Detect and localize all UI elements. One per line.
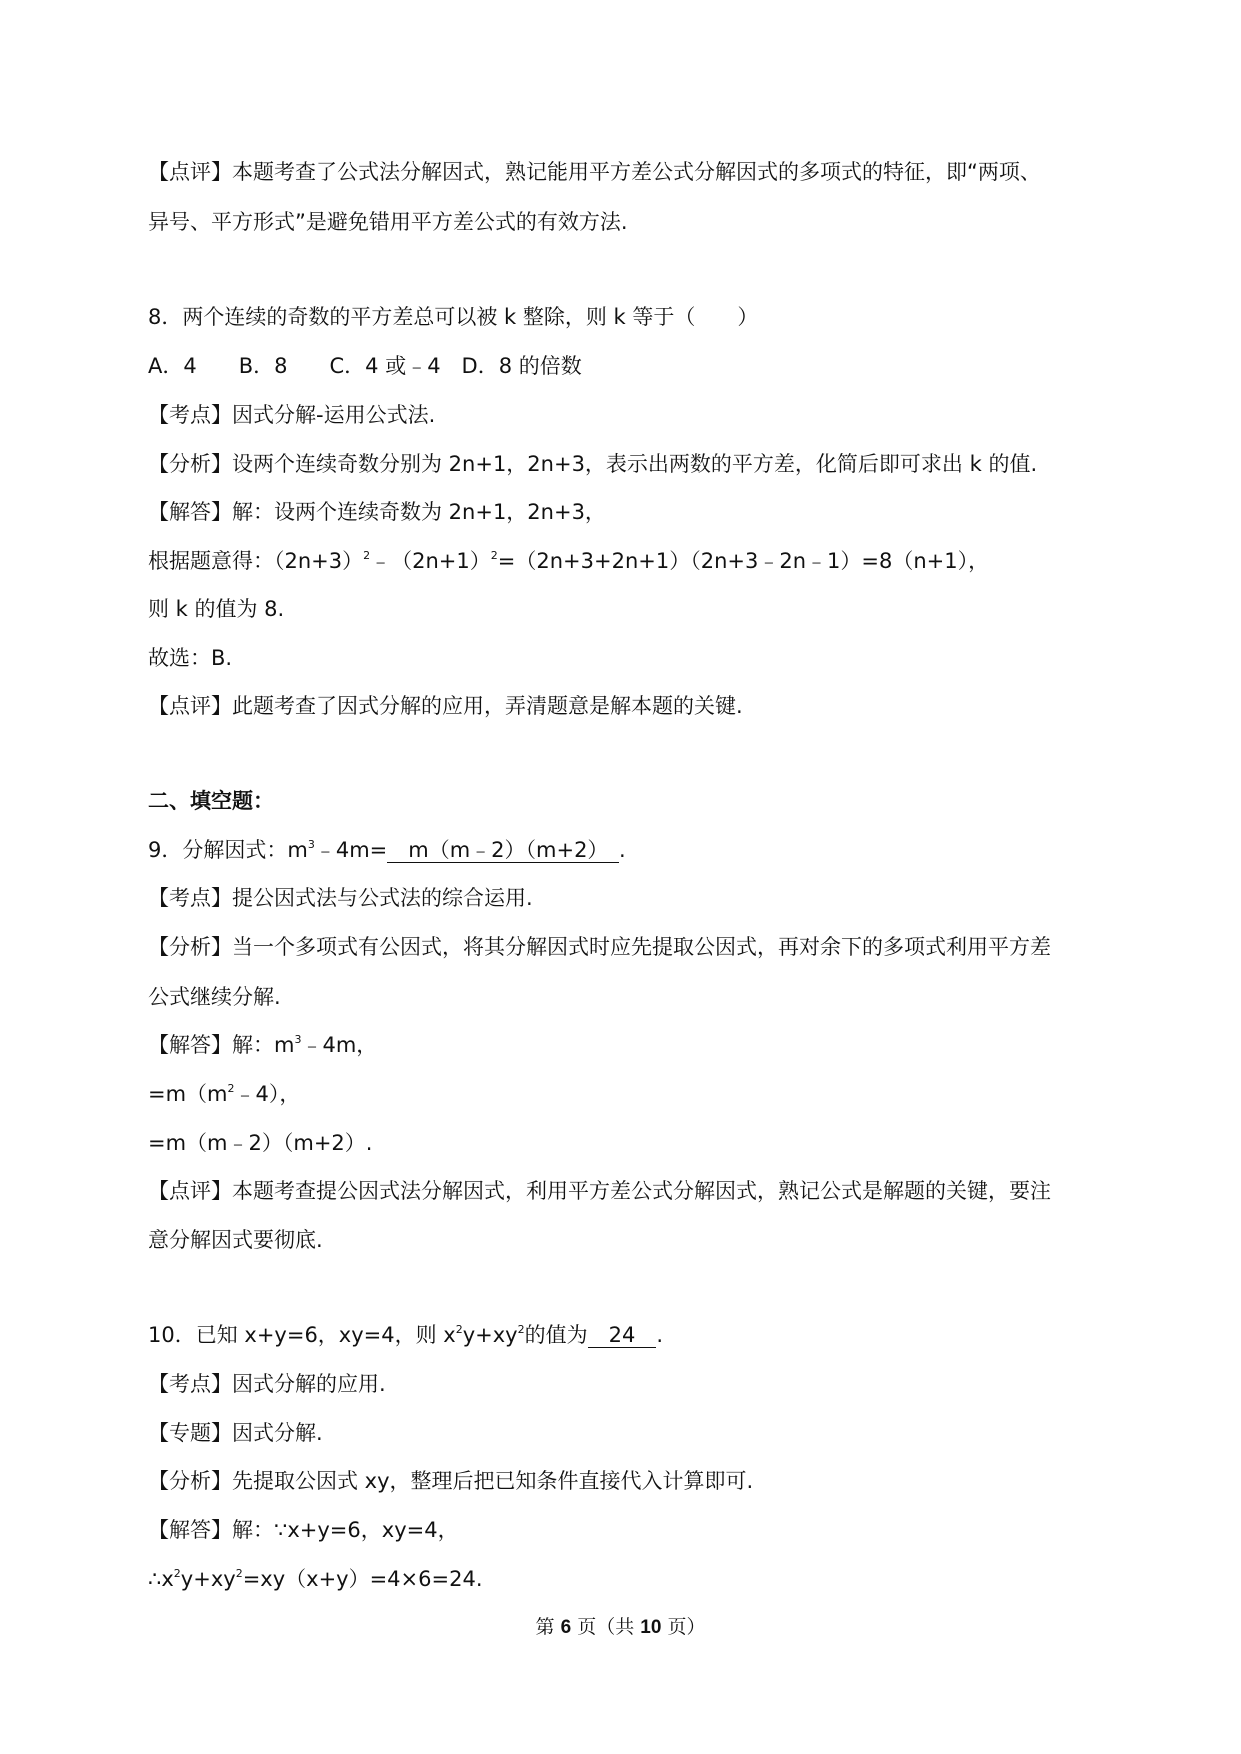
q9-question-part: ﹣4m= [314, 838, 388, 862]
q8-step1 [148, 546, 989, 576]
section-heading: 二、填空题： [148, 789, 274, 813]
q9-step1-exponent: 2 [227, 1082, 235, 1095]
q10-question-end: . [656, 1323, 664, 1347]
comment-q7-line1: 【点评】本题考查了公式法分解因式，熟记能用平方差公式分解因式的多项式的特征，即“两项、 [148, 160, 1041, 184]
q9-fenxi-line1: 【分析】当一个多项式有公因式，将其分解因式时应先提取公因式，再对余下的多项式利用平方差 [148, 935, 1051, 959]
q10-answer-blank: 24 [587, 1323, 657, 1347]
q9-fenxi-line2: 公式继续分解. [148, 985, 281, 1009]
q10-kaodian: 【考点】因式分解的应用. [148, 1372, 386, 1396]
q10-step-part: =xy（x+y）=4×6=24. [242, 1567, 483, 1591]
q9-jieda-part: 【解答】解：m [148, 1033, 295, 1057]
q10-question [148, 1320, 663, 1350]
q10-fenxi: 【分析】先提取公因式 xy，整理后把已知条件直接代入计算即可. [148, 1469, 754, 1493]
q9-question-part: 9．分解因式：m [148, 838, 308, 862]
q10-exponent: 2 [455, 1323, 463, 1336]
q8-dianping: 【点评】此题考查了因式分解的应用，弄清题意是解本题的关键. [148, 694, 743, 718]
footer-text: 页（共 [571, 1616, 641, 1638]
q10-step-exponent: 2 [173, 1567, 181, 1580]
q8-step1-exponent: 2 [490, 549, 498, 562]
q9-exponent: 3 [307, 838, 315, 851]
q8-fenxi: 【分析】设两个连续奇数分别为 2n+1，2n+3，表示出两数的平方差，化简后即可求出 k 的值. [148, 452, 1038, 476]
q8-kaodian: 【考点】因式分解-运用公式法. [148, 403, 436, 427]
q8-step3: 故选：B. [148, 646, 233, 670]
q10-step-part: y+xy [180, 1567, 236, 1591]
q10-step-part: ∴x [148, 1567, 174, 1591]
q8-jieda: 【解答】解：设两个连续奇数为 2n+1，2n+3， [148, 500, 606, 524]
footer-total-pages: 10 [640, 1617, 662, 1638]
q9-answer-blank: m（m﹣2）（m+2） [387, 838, 619, 862]
q8-step1-exponent: 2 [363, 549, 371, 562]
q9-dianping-line2: 意分解因式要彻底. [148, 1228, 323, 1252]
q9-step1-part: ﹣4）， [234, 1082, 301, 1106]
q9-step1-part: =m（m [148, 1082, 228, 1106]
q9-dianping-line1: 【点评】本题考查提公因式法分解因式，利用平方差公式分解因式，熟记公式是解题的关键，要注 [148, 1179, 1051, 1203]
q8-step1-part: ﹣（2n+1） [370, 549, 491, 573]
q8-step1-part: 根据题意得：（2n+3） [148, 549, 364, 573]
q9-step2: =m（m﹣2）（m+2）. [148, 1131, 373, 1155]
footer-text: 第 [535, 1616, 561, 1638]
q8-step2: 则 k 的值为 8. [148, 597, 285, 621]
comment-q7-line2: 异号、平方形式”是避免错用平方差公式的有效方法. [148, 210, 628, 234]
q8-question: 8．两个连续的奇数的平方差总可以被 k 整除，则 k 等于（ ） [148, 305, 759, 329]
q9-step1 [148, 1079, 300, 1109]
q9-jieda [148, 1030, 377, 1060]
q10-question-part: 10．已知 x+y=6，xy=4，则 x [148, 1323, 456, 1347]
q9-jieda-exponent: 3 [294, 1033, 302, 1046]
q9-kaodian: 【考点】提公因式法与公式法的综合运用. [148, 886, 533, 910]
q10-step [148, 1564, 483, 1594]
q8-step1-part: =（2n+3+2n+1）（2n+3﹣2n﹣1）=8（n+1）， [497, 549, 990, 573]
q10-step-exponent: 2 [235, 1567, 243, 1580]
q9-jieda-part: ﹣4m， [301, 1033, 378, 1057]
q10-zhuanti: 【专题】因式分解. [148, 1421, 323, 1445]
page-footer [0, 1612, 1241, 1639]
q9-question-end: . [618, 838, 626, 862]
q10-question-part: y+xy [462, 1323, 518, 1347]
footer-page-number: 6 [560, 1617, 572, 1638]
q10-question-part: 的值为 [524, 1323, 588, 1347]
q9-question [148, 835, 626, 865]
q10-jieda: 【解答】解：∵x+y=6，xy=4， [148, 1518, 459, 1542]
q8-options: A．4 B．8 C．4 或﹣4 D．8 的倍数 [148, 354, 582, 378]
footer-text: 页） [661, 1616, 706, 1638]
q10-exponent: 2 [517, 1323, 525, 1336]
